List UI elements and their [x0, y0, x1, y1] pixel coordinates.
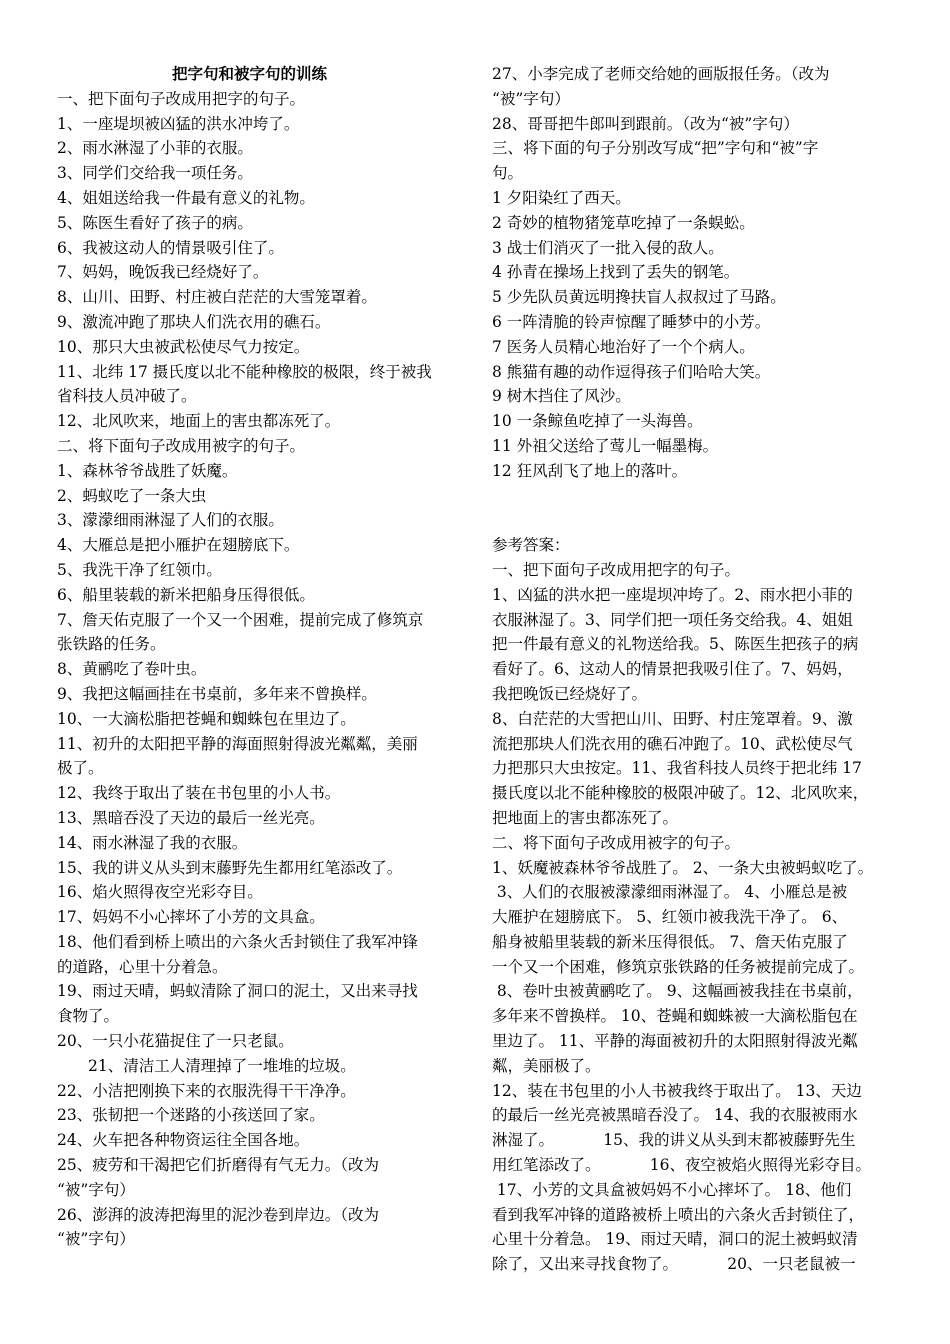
right-column-line: 把一件最有意义的礼物送给我。5、陈医生把孩子的病 — [492, 635, 859, 654]
right-column-line: 17、小芳的文具盒被妈妈不小心摔坏了。 18、他们 — [492, 1180, 852, 1199]
right-column-line: 心里十分着急。 19、雨过天晴，洞口的泥土被蚂蚁清 — [492, 1230, 858, 1249]
right-column-line: 的最后一丝光亮被黑暗吞没了。 14、我的衣服被雨水 — [492, 1106, 858, 1125]
left-column-line: 4、姐姐送给我一件最有意义的礼物。 — [57, 188, 315, 207]
left-column-line: 17、妈妈不小心摔坏了小芳的文具盒。 — [57, 908, 325, 927]
left-column-line: 8、山川、田野、村庄被白茫茫的大雪笼罩着。 — [57, 288, 377, 307]
right-column-line: 除了，又出来寻找食物了。 20、一只老鼠被一 — [492, 1255, 856, 1274]
right-column-line: 把地面上的害虫都冻死了。 — [492, 808, 679, 827]
left-column-line: 食物了。 — [57, 1007, 120, 1026]
right-column-line: 3、人们的衣服被濛濛细雨淋湿了。 4、小雁总是被 — [492, 883, 848, 902]
left-column-line: 3、同学们交给我一项任务。 — [57, 164, 253, 183]
right-column-line: 一个又一个困难，修筑京张铁路的任务被提前完成了。 — [492, 957, 865, 976]
left-column-line: 8、黄鹂吃了卷叶虫。 — [57, 660, 207, 679]
right-column-line: 用红笔添改了。 16、夜空被焰火照得光彩夺目。 — [492, 1156, 871, 1175]
left-column-line: 9、我把这幅画挂在书桌前，多年来不曾换样。 — [57, 684, 377, 703]
left-column-line: 7、詹天佑克服了一个又一个困难，提前完成了修筑京 — [57, 610, 424, 629]
right-column-line: 一、把下面句子改成用把字的句子。 — [492, 560, 741, 579]
right-column-line: 1、凶猛的洪水把一座堤坝冲垮了。2、雨水把小菲的 — [492, 585, 853, 604]
right-column-line: 28、哥哥把牛郎叫到跟前。（改为“被”字句） — [492, 114, 799, 133]
left-column-line: 14、雨水淋湿了我的衣服。 — [57, 833, 248, 852]
left-column-line: 4、大雁总是把小雁护在翅膀底下。 — [57, 536, 300, 555]
left-column-line: 19、雨过天晴，蚂蚁清除了洞口的泥土，又出来寻找 — [57, 982, 418, 1001]
left-column-line: 24、火车把各种物资运往全国各地。 — [57, 1131, 310, 1150]
right-column-line: 看到我军冲锋的道路被桥上喷出的六条火舌封锁住了， — [492, 1205, 865, 1224]
right-column-line: 二、将下面句子改成用被字的句子。 — [492, 833, 741, 852]
left-column-line: 11、初升的太阳把平静的海面照射得波光粼粼，美丽 — [57, 734, 418, 753]
right-column-line: 12 狂风刮飞了地上的落叶。 — [492, 461, 688, 480]
left-column-line: 2、蚂蚁吃了一条大虫 — [57, 486, 207, 505]
left-column-line: 23、张韧把一个迷路的小孩送回了家。 — [57, 1106, 325, 1125]
left-column-line: 12、我终于取出了装在书包里的小人书。 — [57, 784, 341, 803]
right-column-line: 句。 — [492, 164, 524, 183]
right-column-line: 力把那只大虫按定。11、我省科技人员终于把北纬 17 — [492, 759, 862, 778]
right-column-line: 27、小李完成了老师交给她的画版报任务。（改为 — [492, 65, 830, 83]
left-column-line: 6、我被这动人的情景吸引住了。 — [57, 238, 284, 257]
right-column-line: 淋湿了。 15、我的讲义从头到末都被藤野先生 — [492, 1131, 856, 1150]
right-column-line: 流把那块人们洗衣用的礁石冲跑了。10、武松使尽气 — [492, 734, 853, 753]
left-column-line: “被”字句） — [57, 1230, 135, 1249]
left-column-line: “被”字句） — [57, 1180, 135, 1199]
right-column-line: 6 一阵清脆的铃声惊醒了睡梦中的小芳。 — [492, 312, 771, 331]
left-column-line: 1、一座堤坝被凶猛的洪水冲垮了。 — [57, 114, 300, 133]
right-column-line: 8、白茫茫的大雪把山川、田野、村庄笼罩着。9、激 — [492, 709, 853, 728]
left-column-line: 2、雨水淋湿了小菲的衣服。 — [57, 139, 253, 158]
right-column-line: 12、装在书包里的小人书被我终于取出了。 13、天边 — [492, 1081, 862, 1100]
right-column-line: 船身被船里装载的新米压得很低。 7、詹天佑克服了 — [492, 932, 848, 951]
left-column-line: 12、北风吹来，地面上的害虫都冻死了。 — [57, 412, 341, 431]
right-column-line: 2 奇妙的植物猪笼草吃掉了一条蜈蚣。 — [492, 213, 755, 232]
right-column-line: 1、妖魔被森林爷爷战胜了。 2、一条大虫被蚂蚁吃了。 — [492, 858, 874, 877]
left-column-line: 18、他们看到桥上喷出的六条火舌封锁住了我军冲锋 — [57, 932, 418, 951]
right-column-line: 4 孙青在操场上找到了丢失的钢笔。 — [492, 263, 740, 282]
left-column-line: 16、焰火照得夜空光彩夺目。 — [57, 883, 263, 902]
left-column-line: 把字句和被字句的训练 — [172, 64, 328, 83]
right-column-line: 10 一条鲸鱼吃掉了一头海兽。 — [492, 412, 703, 431]
left-column-line: 10、一大滴松脂把苍蝇和蜘蛛包在里边了。 — [57, 709, 356, 728]
left-column-line: 10、那只大虫被武松使尽气力按定。 — [57, 337, 310, 356]
right-column-line: 7 医务人员精心地治好了一个个病人。 — [492, 337, 755, 356]
right-column-line: 三、将下面的句子分别改写成“把”字句和“被”字 — [492, 139, 819, 158]
right-column-line: 多年来不曾换样。 10、苍蝇和蜘蛛被一大滴松脂包在 — [492, 1007, 858, 1026]
left-column-line: 二、将下面句子改成用被字的句子。 — [57, 436, 306, 455]
right-column-line: 大雁护在翅膀底下。 5、红领巾被我洗干净了。 6、 — [492, 908, 848, 927]
right-column-line: 8、卷叶虫被黄鹂吃了。 9、这幅画被我挂在书桌前， — [492, 982, 863, 1001]
left-column-line: 张铁路的任务。 — [57, 635, 166, 654]
left-column-line: 25、疲劳和干渴把它们折磨得有气无力。（改为 — [57, 1156, 379, 1175]
left-column-line: 6、船里装载的新米把船身压得很低。 — [57, 585, 315, 604]
left-column-line: 15、我的讲义从头到末藤野先生都用红笔添改了。 — [57, 858, 403, 877]
left-column-line: 21、清洁工人清理掉了一堆堆的垃圾。 — [88, 1056, 356, 1075]
right-column-line — [492, 484, 886, 509]
right-column-line: 粼，美丽极了。 — [492, 1056, 601, 1075]
right-column — [492, 62, 886, 1277]
left-column-line: 一、把下面句子改成用把字的句子。 — [57, 89, 306, 108]
right-column-line: 里边了。 11、平静的海面被初升的太阳照射得波光粼 — [492, 1032, 858, 1051]
right-column-line: 参考答案： — [492, 536, 570, 555]
right-column-line: “被”字句） — [492, 89, 570, 108]
right-column-line: 8 熊猫有趣的动作逗得孩子们哈哈大笑。 — [492, 362, 771, 381]
left-column-line: 20、一只小花猫捉住了一只老鼠。 — [57, 1032, 294, 1051]
right-column-line: 摄氏度以北不能种橡胶的极限冲破了。12、北风吹来， — [492, 784, 869, 803]
left-column-line: 1、森林爷爷战胜了妖魔。 — [57, 461, 238, 480]
left-column-line: 极了。 — [57, 759, 104, 778]
right-column-line: 1 夕阳染红了西天。 — [492, 188, 631, 207]
right-column-line: 9 树木挡住了风沙。 — [492, 387, 631, 406]
left-column-line: 26、澎湃的波涛把海里的泥沙卷到岸边。（改为 — [57, 1205, 379, 1224]
right-column-line: 3 战士们消灭了一批入侵的敌人。 — [492, 238, 724, 257]
right-column-line — [492, 508, 886, 533]
left-column-line: 7、妈妈，晚饭我已经烧好了。 — [57, 263, 269, 282]
left-column-line: 13、黑暗吞没了天边的最后一丝光亮。 — [57, 808, 325, 827]
left-column-line: 5、陈医生看好了孩子的病。 — [57, 213, 253, 232]
right-column-line: 我把晚饭已经烧好了。 — [492, 684, 648, 703]
left-column-line: 的道路，心里十分着急。 — [57, 957, 228, 976]
right-column-line: 5 少先队员黄远明搀扶盲人叔叔过了马路。 — [492, 288, 786, 307]
left-column-line: 22、小洁把刚换下来的衣服洗得干干净净。 — [57, 1081, 356, 1100]
left-column-line: 9、激流冲跑了那块人们洗衣用的礁石。 — [57, 312, 331, 331]
right-column-line: 看好了。6、这动人的情景把我吸引住了。7、妈妈， — [492, 660, 853, 679]
left-column-line: 11、北纬 17 摄氏度以北不能种橡胶的极限，终于被我 — [57, 362, 432, 381]
left-column — [57, 62, 452, 1252]
left-column-line: 5、我洗干净了红领巾。 — [57, 560, 222, 579]
right-column-line: 衣服淋湿了。3、同学们把一项任务交给我。4、姐姐 — [492, 610, 853, 629]
right-column-line: 11 外祖父送给了莺儿一幅墨梅。 — [492, 436, 719, 455]
left-column-line: 3、濛濛细雨淋湿了人们的衣服。 — [57, 511, 284, 530]
left-column-line: 省科技人员冲破了。 — [57, 387, 197, 406]
